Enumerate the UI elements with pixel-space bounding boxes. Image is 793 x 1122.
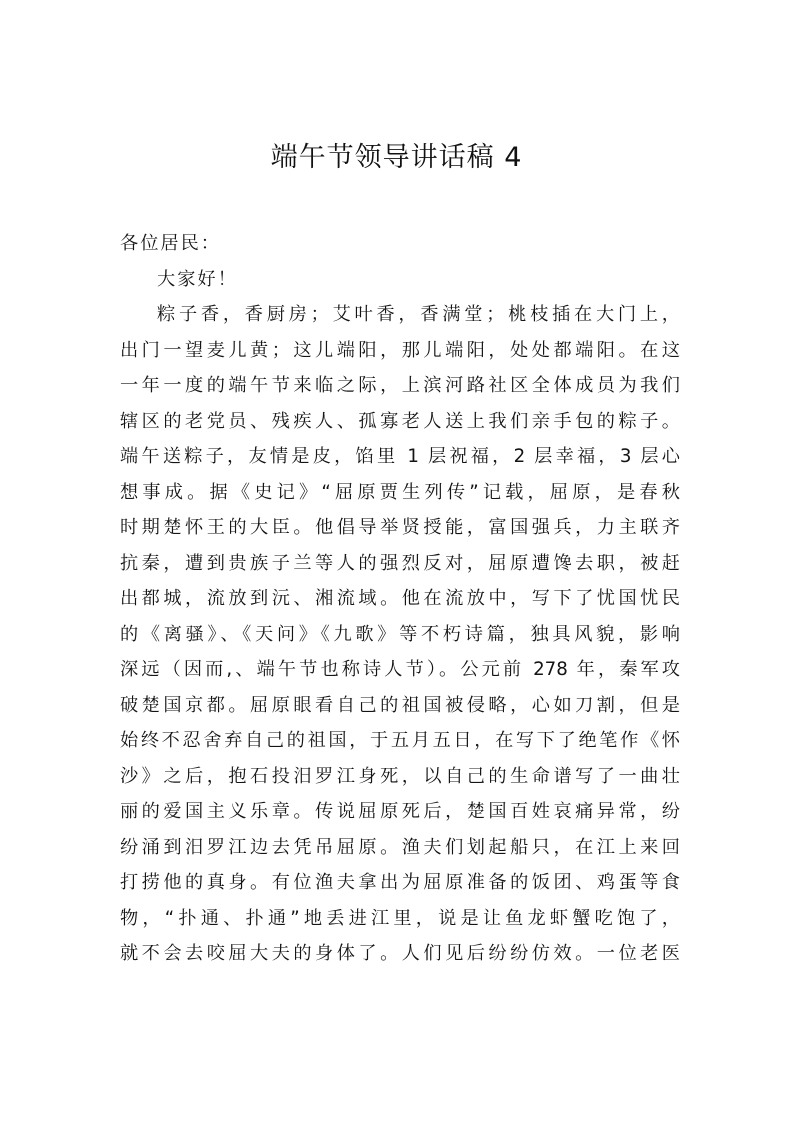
paragraph-line: 破楚国京都。屈原眼看自己的祖国被侵略，心如刀割，但是: [120, 694, 680, 716]
paragraph-line: 丽的爱国主义乐章。传说屈原死后，楚国百姓哀痛异常，纷: [120, 801, 680, 822]
greeting: 大家好！: [157, 268, 238, 290]
paragraph-line: 始终不忍舍弃自己的祖国，于五月五日，在写下了绝笔作《怀: [120, 730, 680, 751]
paragraph-line: 的《离骚》、《天问》《九歌》等不朽诗篇，独具风貌，影响: [120, 623, 680, 645]
paragraph-line: 打捞他的真身。有位渔夫拿出为屈原准备的饭团、鸡蛋等食: [120, 872, 680, 893]
paragraph-line: 端午送粽子，友情是皮，馅里 1 层祝福，2 层幸福，3 层心: [120, 446, 680, 467]
paragraph-line: 就不会去咬屈大夫的身体了。人们见后纷纷仿效。一位老医: [120, 943, 680, 964]
paragraph-line: 辖区的老党员、残疾人、孤寡老人送上我们亲手包的粽子。: [120, 410, 680, 432]
document-title: 端午节领导讲话稿 4: [270, 142, 523, 173]
paragraph-line: 时期楚怀王的大臣。他倡导举贤授能，富国强兵，力主联齐: [120, 517, 680, 538]
paragraph-line: 纷涌到汨罗江边去凭吊屈原。渔夫们划起船只，在江上来回: [120, 836, 680, 858]
paragraph-line: 物，“扑通、扑通”地丢进江里，说是让鱼龙虾蟹吃饱了，: [120, 907, 680, 929]
document-body: [120, 226, 680, 972]
paragraph-line: 粽子香，香厨房；艾叶香，香满堂；桃枝插在大门上，: [157, 304, 680, 325]
paragraph-line: 一年一度的端午节来临之际，上滨河路社区全体成员为我们: [120, 375, 680, 396]
salutation: 各位居民：: [120, 233, 221, 254]
paragraph-line: 沙》之后，抱石投汨罗江身死，以自己的生命谱写了一曲壮: [120, 765, 680, 787]
paragraph-line: 抗秦，遭到贵族子兰等人的强烈反对，屈原遭馋去职，被赶: [120, 552, 680, 574]
paragraph-line: 想事成。据《史记》“屈原贾生列传”记载，屈原，是春秋: [120, 481, 680, 503]
paragraph-line: 出都城，流放到沅、湘流域。他在流放中，写下了忧国忧民: [120, 588, 680, 609]
paragraph-line: 深远（因而,、端午节也称诗人节）。公元前 278 年，秦军攻: [120, 659, 680, 680]
paragraph-line: 出门一望麦儿黄；这儿端阳，那儿端阳，处处都端阳。在这: [120, 339, 680, 361]
